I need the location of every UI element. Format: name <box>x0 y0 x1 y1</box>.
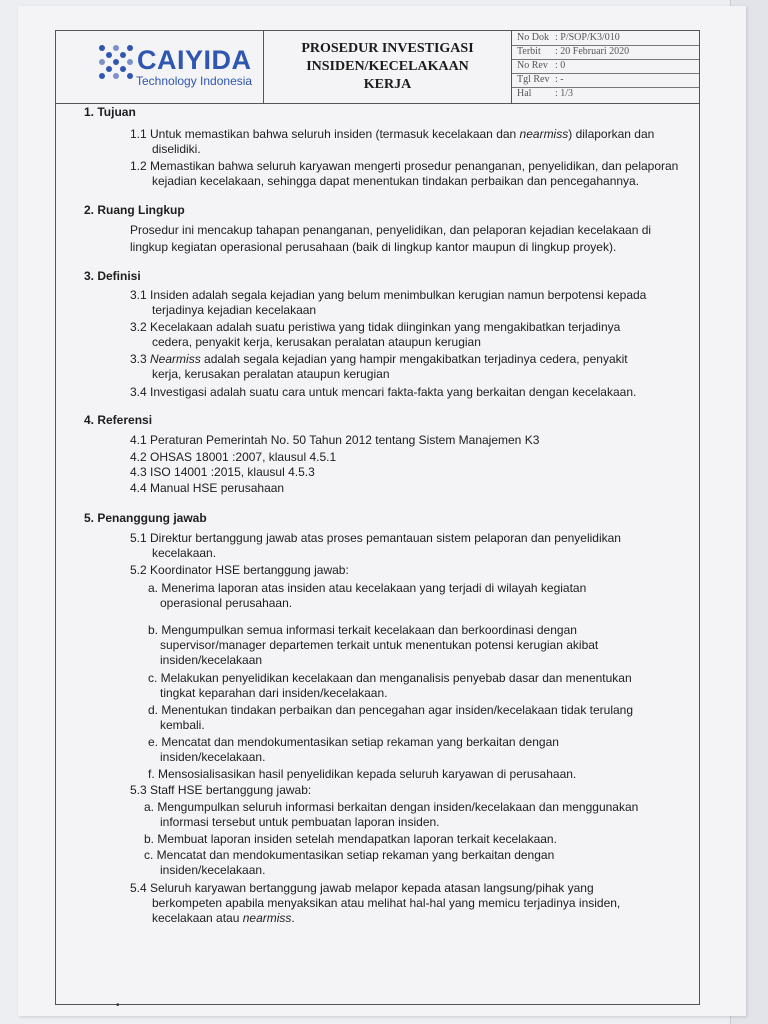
text-line: 4.4 Manual HSE perusahaan <box>130 481 285 495</box>
document-frame <box>55 30 700 1005</box>
logo-subtitle: Technology Indonesia <box>136 74 253 88</box>
section-heading-tujuan: 1. Tujuan <box>84 105 136 119</box>
meta-value: : P/SOP/K3/010 <box>555 32 620 43</box>
text-line: kejadian kecelakaan, sehingga dapat menentukan tindakan perbaikan dan pencegahannya. <box>152 174 640 188</box>
text-line: e. Mencatat dan mendokumentasikan setiap rekaman yang berkaitan dengan <box>148 735 559 749</box>
logo-wordmark: CAIYIDA <box>137 45 252 75</box>
text-line: operasional perusahaan. <box>160 596 293 610</box>
document-title <box>264 31 512 103</box>
text-line: 5.3 Staff HSE bertanggung jawab: <box>130 783 312 797</box>
scan-speck: • <box>116 1000 120 1011</box>
text-line: lingkup kegiatan operasional perusahaan (baik di lingkup kantor maupun di lingkup proyek). <box>130 240 617 254</box>
text-line: kerja, kerusakan peralatan ataupun kerugian <box>152 367 390 381</box>
text-line: 1.1 Untuk memastikan bahwa seluruh insiden (termasuk kecelakaan dan nearmiss) dilaporkan dan <box>130 127 655 141</box>
text-line: a. Menerima laporan atas insiden atau kecelakaan yang terjadi di wilayah kegiatan <box>148 581 587 595</box>
text-line: informasi tersebut untuk pembuatan laporan insiden. <box>160 815 440 829</box>
text-line: insiden/kecelakaan <box>160 653 263 667</box>
text-line: 3.2 Kecelakaan adalah suatu peristiwa yang tidak diinginkan yang mengakibatkan terjadinya <box>130 320 621 334</box>
document-header <box>56 31 699 104</box>
text-line: 1.2 Memastikan bahwa seluruh karyawan mengerti prosedur penanganan, penyelidikan, dan pelaporan <box>130 159 679 173</box>
meta-row-revision-date <box>512 73 699 88</box>
text-line: 4.2 OHSAS 18001 :2007, klausul 4.5.1 <box>130 450 337 464</box>
text-line: 3.3 Nearmiss adalah segala kejadian yang hampir mengakibatkan terjadinya cedera, penyakit <box>130 352 628 366</box>
text-line: tingkat keparahan dari insiden/kecelakaan. <box>160 686 388 700</box>
meta-label: Tgl Rev <box>517 74 550 85</box>
text-line: 3.4 Investigasi adalah suatu cara untuk mencari fakta-fakta yang berkaitan dengan kecelakaan. <box>130 385 637 399</box>
text-line: diselidiki. <box>152 142 201 156</box>
meta-value: : 20 Februari 2020 <box>555 46 630 57</box>
meta-row-issued <box>512 45 699 60</box>
text-line: berkompeten apabila menyaksikan atau melihat hal-hal yang memicu terjadinya insiden, <box>152 896 621 910</box>
title-line-3: KERJA <box>363 77 412 92</box>
text-line: cedera, penyakit kerja, kerusakan peralatan ataupun kerugian <box>152 335 481 349</box>
text-line: b. Membuat laporan insiden setelah mendapatkan laporan terkait kecelakaan. <box>144 832 557 846</box>
text-line: Prosedur ini mencakup tahapan penanganan, penyelidikan, dan pelaporan kejadian kecelakaan di <box>130 223 652 237</box>
text-line: insiden/kecelakaan. <box>160 750 266 764</box>
section-heading-referensi: 4. Referensi <box>84 413 153 427</box>
text-line: supervisor/manager departemen terkait untuk menentukan potensi kerugian akibat <box>160 638 599 652</box>
text-line: c. Mencatat dan mendokumentasikan setiap rekaman yang berkaitan dengan <box>144 848 555 862</box>
text-line: kecelakaan atau nearmiss. <box>152 911 295 925</box>
meta-value: : 1/3 <box>555 88 574 99</box>
text-line: kecelakaan. <box>152 546 217 560</box>
meta-value: : 0 <box>555 60 566 71</box>
section-heading-penanggung-jawab: 5. Penanggung jawab <box>84 511 207 525</box>
meta-value: : - <box>555 74 564 85</box>
meta-row-doc-number <box>512 31 699 46</box>
text-line: 4.1 Peraturan Pemerintah No. 50 Tahun 2012 tentang Sistem Manajemen K3 <box>130 433 540 447</box>
section-heading-ruang-lingkup: 2. Ruang Lingkup <box>84 203 185 217</box>
meta-label: No Dok <box>517 32 549 43</box>
title-line-2: INSIDEN/KECELAKAAN <box>306 59 469 74</box>
text-line: 5.4 Seluruh karyawan bertanggung jawab melapor kepada atasan langsung/pihak yang <box>130 881 594 895</box>
text-line: 4.3 ISO 14001 :2015, klausul 4.5.3 <box>130 465 315 479</box>
text-line: kembali. <box>160 718 205 732</box>
text-line: c. Melakukan penyelidikan kecelakaan dan menganalisis penyebab dasar dan menentukan <box>148 671 632 685</box>
logo-dots-icon <box>98 44 134 80</box>
meta-row-page <box>512 87 699 101</box>
text-line: 5.2 Koordinator HSE bertanggung jawab: <box>130 563 349 577</box>
title-line-1: PROSEDUR INVESTIGASI <box>301 41 474 56</box>
meta-label: Hal <box>517 88 532 99</box>
text-line: a. Mengumpulkan seluruh informasi berkaitan dengan insiden/kecelakaan dan menggunakan <box>144 800 639 814</box>
text-line: d. Menentukan tindakan perbaikan dan pencegahan agar insiden/kecelakaan tidak terulang <box>148 703 634 717</box>
document-meta-table <box>512 31 699 103</box>
company-logo <box>56 31 264 103</box>
text-line: 3.1 Insiden adalah segala kejadian yang belum menimbulkan kerugian namun berpotensi kepada <box>130 288 647 302</box>
text-line: f. Mensosialisasikan hasil penyelidikan kepada seluruh karyawan di perusahaan. <box>148 767 577 781</box>
meta-label: No Rev <box>517 60 548 71</box>
text-line: 5.1 Direktur bertanggung jawab atas proses pemantauan sistem pelaporan dan penyelidikan <box>130 531 621 545</box>
meta-row-revision <box>512 59 699 74</box>
section-heading-definisi: 3. Definisi <box>84 269 141 283</box>
meta-label: Terbit <box>517 46 541 57</box>
text-line: terjadinya kejadian kecelakaan <box>152 303 317 317</box>
text-line: b. Mengumpulkan semua informasi terkait kecelakaan dan berkoordinasi dengan <box>148 623 577 637</box>
text-line: insiden/kecelakaan. <box>160 863 266 877</box>
document-page <box>18 6 746 1016</box>
